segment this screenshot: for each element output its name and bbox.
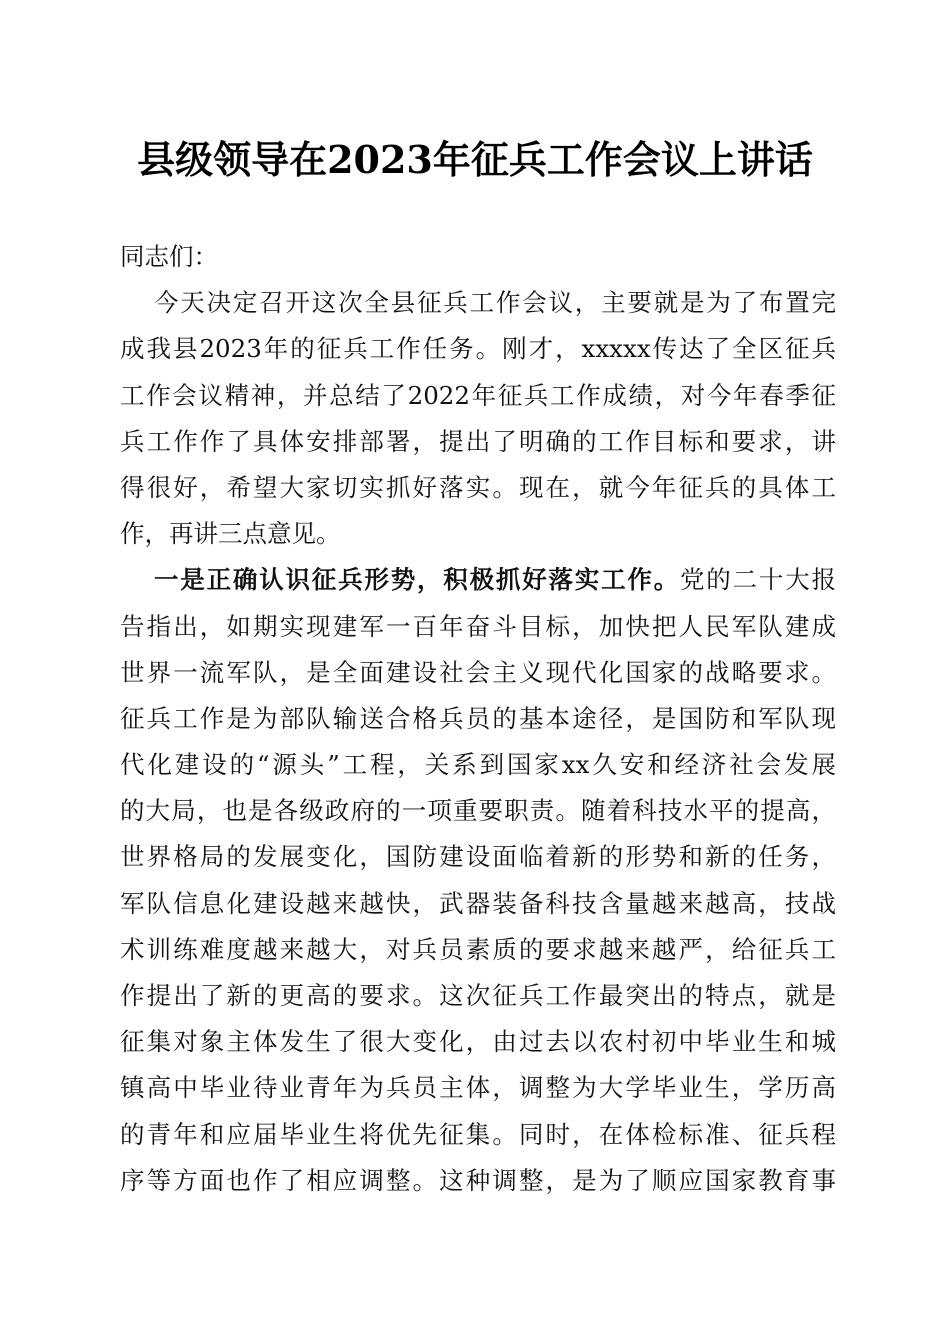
point-one-heading: 一是正确认识征兵形势，积极抓好落实工作。	[154, 565, 680, 595]
paragraph-line: 的青年和应届毕业生将优先征集。同时，在体检标准、征兵程	[120, 1119, 836, 1149]
paragraph-line: 作提出了新的更高的要求。这次征兵工作最突出的特点，就是	[120, 981, 836, 1010]
paragraph-line: 征集对象主体发生了很大变化，由过去以农村初中毕业生和城	[120, 1027, 836, 1057]
salutation: 同志们：	[120, 242, 218, 271]
paragraph-line: 镇高中毕业待业青年为兵员主体，调整为大学毕业生，学历高	[120, 1073, 836, 1103]
paragraph-line: 成我县2023年的征兵工作任务。刚才，xxxxx传达了全区征兵	[120, 334, 836, 364]
paragraph-line: 今天决定召开这次全县征兵工作会议，主要就是为了布置完	[154, 288, 836, 318]
document-title: 县级领导在2023年征兵工作会议上讲话	[137, 137, 813, 182]
paragraph-line: 序等方面也作了相应调整。这种调整，是为了顺应国家教育事	[120, 1165, 836, 1195]
paragraph-intro	[120, 280, 836, 557]
paragraph-line: 兵工作作了具体安排部署，提出了明确的工作目标和要求，讲	[120, 426, 836, 456]
paragraph-line: 征兵工作是为部队输送合格兵员的基本途径，是国防和军队现	[120, 703, 836, 733]
paragraph-line: 告指出，如期实现建军一百年奋斗目标，加快把人民军队建成	[120, 611, 836, 641]
document-body	[120, 234, 836, 1204]
paragraph-line	[120, 557, 836, 603]
paragraph-line: 军队信息化建设越来越快，武器装备科技含量越来越高，技战	[120, 888, 836, 918]
paragraph-point-one	[120, 557, 836, 1204]
paragraph-line: 作，再讲三点意见。	[120, 519, 341, 549]
paragraph-line: 术训练难度越来越大，对兵员素质的要求越来越严，给征兵工	[120, 934, 836, 964]
paragraph-line: 世界一流军队，是全面建设社会主义现代化国家的战略要求。	[120, 657, 836, 687]
paragraph-line: 工作会议精神，并总结了2022年征兵工作成绩，对今年春季征	[120, 380, 836, 410]
paragraph-line: 代化建设的“源头”工程，关系到国家xx久安和经济社会发展	[120, 750, 836, 780]
point-one-text: 党的二十大报	[680, 565, 836, 595]
paragraph-line: 的大局，也是各级政府的一项重要职责。随着科技水平的提高，	[120, 796, 836, 826]
paragraph-line: 得很好，希望大家切实抓好落实。现在，就今年征兵的具体工	[120, 472, 836, 502]
paragraph-line: 世界格局的发展变化，国防建设面临着新的形势和新的任务，	[120, 842, 836, 872]
